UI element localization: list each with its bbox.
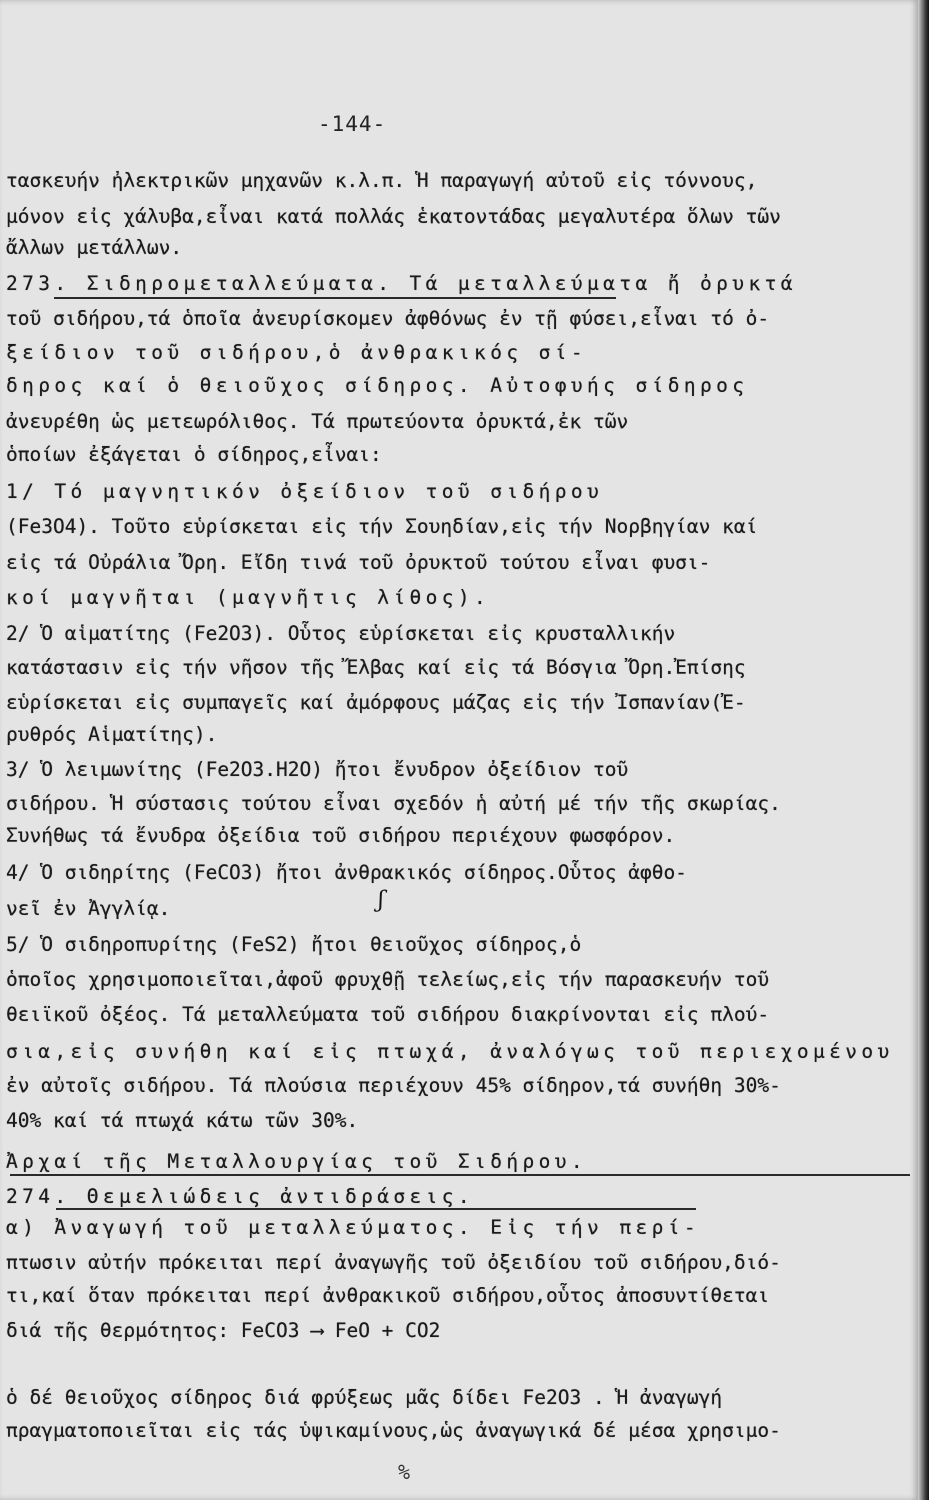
text-line: ἐν αὐτοῖς σιδήρου. Τά πλούσια περιέχουν 45% σίδηρον,τά συνήθη 30%- <box>6 1074 781 1097</box>
heading-underline <box>56 1208 696 1210</box>
text-line: κοί μαγνῆται (μαγνῆτις λίθος). <box>6 586 491 609</box>
section-heading-274: 274. Θεμελιώδεις ἀντιδράσεις. <box>6 1185 475 1208</box>
text-line: μόνον εἰς χάλυβα,εἶναι κατά πολλάς ἑκατοντάδας μεγαλυτέρα ὅλων τῶν <box>6 205 781 228</box>
heading-underline <box>10 1174 910 1176</box>
text-line: ὁ δέ θειοῦχος σίδηρος διά φρύξεως μᾶς δίδει Fe2O3 . Ἡ ἀναγωγή <box>6 1386 723 1409</box>
text-line: 40% καί τά πτωχά κάτω τῶν 30%. <box>6 1109 359 1132</box>
subsection-a: α) Ἀναγωγή τοῦ μεταλλεύματος. Εἰς τήν περί- <box>6 1216 701 1239</box>
text-line: πτωσιν αὐτήν πρόκειται περί ἀναγωγῆς τοῦ ὀξειδίου τοῦ σιδήρου,διό- <box>6 1251 781 1274</box>
text-line: εἰς τά Οὐράλια Ὄρη. Εἴδη τινά τοῦ ὀρυκτοῦ τούτου εἶναι φυσι- <box>6 551 711 574</box>
page-number: -144- <box>318 112 387 136</box>
pen-squiggle-mark: ʃ <box>378 888 384 913</box>
heading-underline <box>54 297 616 299</box>
list-item-5: 5/ Ὁ σιδηροπυρίτης (FeS2) ἤτοι θειοῦχος σίδηρος,ὁ <box>6 933 582 956</box>
text-line: ρυθρός Αἱματίτης). <box>6 723 218 746</box>
text-line: σιδήρου. Ἡ σύστασις τούτου εἶναι σχεδόν ἡ αὐτή μέ τήν τῆς σκωρίας. <box>6 792 781 815</box>
text-line: τασκευήν ἠλεκτρικῶν μηχανῶν κ.λ.π. Ἡ παραγωγή αὐτοῦ εἰς τόννους, <box>6 169 758 192</box>
chapter-heading: Ἀρχαί τῆς Μεταλλουργίας τοῦ Σιδήρου. <box>6 1150 588 1173</box>
footer-mark: % <box>398 1460 411 1484</box>
list-item-4: 4/ Ὁ σιδηρίτης (FeCO3) ἤτοι ἀνθρακικός σίδηρος.Οὗτος ἀφθο- <box>6 861 687 884</box>
text-line: Συνήθως τά ἔνυδρα ὀξείδια τοῦ σιδήρου περιέχουν φωσφόρον. <box>6 824 676 847</box>
text-line: δηρος καί ὁ θειοῦχος σίδηρος. Αὐτοφυής σίδηρος <box>6 374 749 397</box>
section-heading-273: 273. Σιδηρομεταλλεύματα. Τά μεταλλεύματα ἤ ὀρυκτά <box>6 272 797 295</box>
text-line: κατάστασιν εἰς τήν νῆσον τῆς Ἔλβας καί εἰς τά Βόσγια Ὄρη.Ἐπίσης <box>6 656 746 679</box>
list-item-2: 2/ Ὁ αἱματίτης (Fe2O3). Οὗτος εὑρίσκεται εἰς κρυσταλλικήν <box>6 622 676 645</box>
text-line: θειϊκοῦ ὀξέος. Τά μεταλλεύματα τοῦ σιδήρου διακρίνονται εἰς πλού- <box>6 1003 770 1026</box>
list-item-1: 1/ Τό μαγνητικόν ὀξείδιον τοῦ σιδήρου <box>6 480 604 503</box>
text-line: ὁποῖος χρησιμοποιεῖται,ἀφοῦ φρυχθῇ τελείως,εἰς τήν παρασκευήν τοῦ <box>6 968 770 991</box>
text-line: τοῦ σιδήρου,τά ὁποῖα ἀνευρίσκομεν ἀφθόνως ἐν τῇ φύσει,εἶναι τό ὀ- <box>6 307 770 330</box>
text-line: νεῖ ἐν Ἀγγλίᾳ. <box>6 897 171 920</box>
text-line: ἄλλων μετάλλων. <box>6 236 183 259</box>
text-line: ἀνευρέθη ὡς μετεωρόλιθος. Τά πρωτεύοντα ὀρυκτά,ἐκ τῶν <box>6 410 629 433</box>
equation-line: διά τῆς θερμότητος: FeCO3 ⟶ FeO + CO2 <box>6 1319 441 1342</box>
text-line: τι,καί ὅταν πρόκειται περί ἀνθρακικοῦ σιδήρου,οὗτος ἀποσυντίθεται <box>6 1284 770 1307</box>
list-item-3: 3/ Ὁ λειμωνίτης (Fe2O3.H2O) ἤτοι ἔνυδρον ὀξείδιον τοῦ <box>6 758 629 781</box>
page-edge-shadow <box>918 0 929 1500</box>
text-line: πραγματοποιεῖται εἰς τάς ὑψικαμίνους,ὡς ἀναγωγικά δέ μέσα χρησιμο- <box>6 1419 781 1442</box>
text-line: ξείδιον τοῦ σιδήρου,ὁ ἀνθρακικός σί- <box>6 341 588 364</box>
text-line: εὑρίσκεται εἰς συμπαγεῖς καί ἀμόρφους μάζας εἰς τήν Ἰσπανίαν(Ἐ- <box>6 691 746 714</box>
text-line: (Fe3O4). Τοῦτο εὑρίσκεται εἰς τήν Σουηδίαν,εἰς τήν Νορβηγίαν καί <box>6 515 758 538</box>
text-line: ὁποίων ἐξάγεται ὁ σίδηρος,εἶναι: <box>6 443 382 466</box>
text-line: σια,εἰς συνήθη καί εἰς πτωχά, ἀναλόγως τοῦ περιεχομένου <box>6 1040 894 1063</box>
